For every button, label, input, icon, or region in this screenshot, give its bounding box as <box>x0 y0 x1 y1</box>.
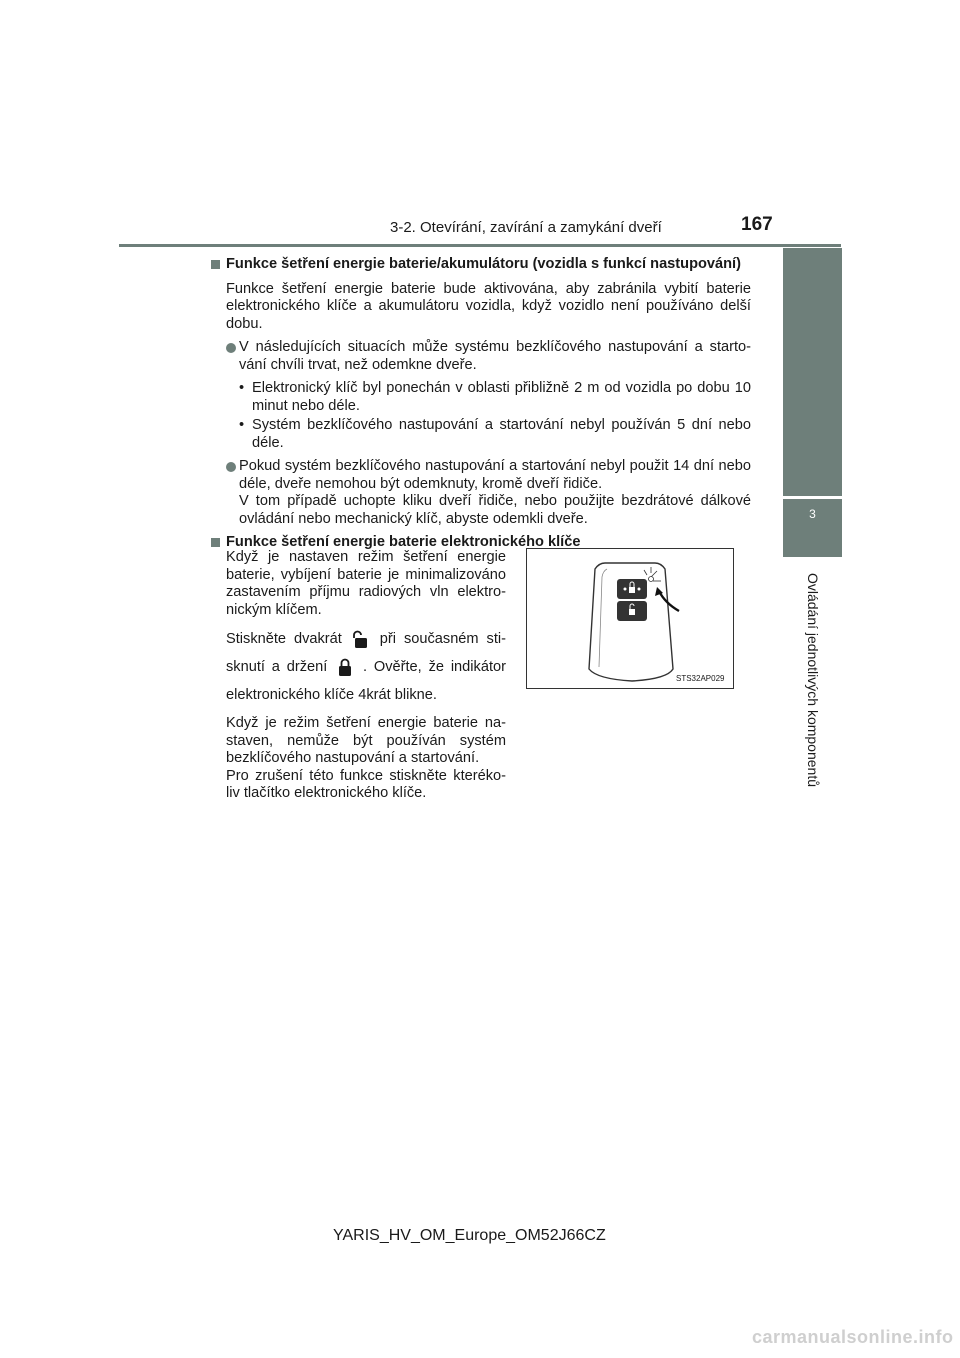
figure-label: STS32AP029 <box>676 674 725 683</box>
side-tab-bar <box>783 248 842 496</box>
header-rule <box>119 244 841 247</box>
unlock-icon <box>350 630 372 648</box>
lock-icon <box>334 658 356 676</box>
sub-bullet-item: • Systém bezklíčového nastupování a startování nebyl používán 5 dní nebo déle. <box>239 417 751 452</box>
watermark: carmanualsonline.info <box>752 1327 954 1347</box>
battery-saving-instructions <box>226 549 506 803</box>
electronic-key-illustration <box>527 549 733 688</box>
circle-bullet-icon <box>226 343 236 353</box>
instruction-paragraph: Když je nastaven režim šetření energie baterie, vybíjení baterie je minimalizováno zastavením příjmu radiových vln elektro-nickým klíčem. <box>226 549 506 618</box>
footer-code: YARIS_HV_OM_Europe_OM52J66CZ <box>333 1227 606 1244</box>
instruction-paragraph: Když je režim šetření energie baterie na-staven, nemůže být používán systém bezklíčového nastupování a startování. Pro zrušení této funkce stiskněte kteréko-liv tlačítko elektronického klíče. <box>226 715 506 801</box>
section-heading-2: Funkce šetření energie baterie elektronického klíče <box>211 534 751 552</box>
main-content <box>211 256 751 559</box>
bullet-item: V následujících situacích může systému bezklíčového nastupování a starto-vání chvíli trvat, než odemkne dveře. <box>226 339 751 374</box>
side-tab-label-box <box>783 560 842 800</box>
chapter-title: 3-2. Otevírání, zavírání a zamykání dveří <box>390 219 662 236</box>
section1-intro: Funkce šetření energie baterie bude aktivována, aby zabránila vybití baterie elektronického klíče a akumulátoru vozidla, když vozidlo není používáno delší dobu. <box>226 280 751 332</box>
side-tab-label: Ovládání jednotlivých komponentů <box>804 572 821 788</box>
square-bullet-icon <box>211 260 220 269</box>
electronic-key-figure <box>526 548 734 689</box>
bullet-item: Pokud systém bezklíčového nastupování a startování nebyl použit 14 dní nebo déle, dveře nemohou být odemknuty, kromě dveří řidiče. V tom případě uchopte kliku dveří řidiče, nebo použijte bezdrátové dálkové ovládání nebo mechanický klíč, abyste odemkli dveře. <box>226 458 751 528</box>
side-tab-number: 3 <box>783 499 842 557</box>
square-bullet-icon <box>211 538 220 547</box>
sub-bullet-item: • Elektronický klíč byl ponechán v oblasti přibližně 2 m od vozidla po dobu 10 minut nebo déle. <box>239 380 751 415</box>
page-number: 167 <box>741 214 773 235</box>
instruction-paragraph: Stiskněte dvakrát při současném sti-sknutí a držení . Ověřte, že indikátor elektronického klíče 4krát blikne. <box>226 631 506 703</box>
circle-bullet-icon <box>226 462 236 472</box>
section-heading-1: Funkce šetření energie baterie/akumulátoru (vozidla s funkcí nastupování) <box>211 256 751 274</box>
